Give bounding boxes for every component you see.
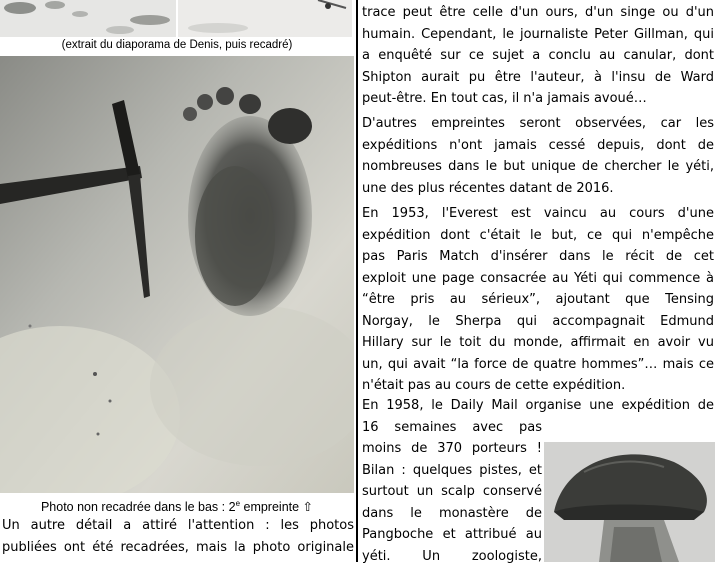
text-line: exploit une page consacrée au Yéti qui commence à — [362, 268, 714, 290]
text-line: Un autre détail a attiré l'attention : les photos — [2, 515, 354, 537]
text-line: expéditions n'ont jamais cessé depuis, dont de — [362, 135, 714, 157]
text-line: En 1953, l'Everest est vaincu au cours d'une — [362, 203, 714, 225]
caption-top: (extrait du diaporama de Denis, puis recadré) — [0, 37, 354, 53]
text-line: 16 semaines avec pas — [362, 417, 542, 439]
thumbnail-photo-2 — [178, 0, 352, 37]
text-line: dans le monastère de — [362, 503, 542, 525]
text-line: yéti. Un zoologiste, — [362, 546, 542, 567]
text-line: pas Paris Match d'insérer dans le récit de cet — [362, 246, 714, 268]
text-line: trace peut être celle d'un ours, d'un singe ou d'un — [362, 2, 714, 24]
caption-bottom-main: Photo non recadrée dans le bas : 2 — [41, 500, 236, 514]
text-line: surtout un scalp conservé — [362, 481, 542, 503]
text-line: D'autres empreintes seront observées, car les — [362, 113, 714, 135]
paragraph-1 — [362, 2, 714, 110]
text-line: En 1958, le Daily Mail organise une expédition de — [362, 395, 714, 417]
text-line: Pangboche et attribué au — [362, 524, 542, 546]
text-line: publiées ont été recadrées, mais la photo originale — [2, 537, 354, 559]
text-line: n'était pas au cours de cette expédition. — [362, 375, 714, 397]
column-divider — [356, 0, 358, 562]
scalp-photo — [544, 442, 715, 562]
caption-bottom-tail: empreinte ⇧ — [240, 500, 313, 514]
text-line: une des plus récentes datant de 2016. — [362, 178, 714, 200]
text-line: expédition dont c'était le but, ce qui n'empêche — [362, 225, 714, 247]
text-line: Norgay, le Sherpa qui accompagnait Edmund — [362, 311, 714, 333]
text-line: peut-être. En tout cas, il n'a jamais avoué… — [362, 88, 714, 110]
text-line: humain. Cependant, le journaliste Peter Gillman, qui — [362, 24, 714, 46]
caption-bottom-sup: e — [236, 499, 240, 508]
left-body-text — [2, 515, 354, 558]
text-line: nombreuses dans le but unique de chercher le yéti, — [362, 156, 714, 178]
text-line: “être pris au sérieux”, ajoutant que Tensing — [362, 289, 714, 311]
text-line: a enquêté sur ce sujet a conclu au canular, dont — [362, 45, 714, 67]
text-line: Hillary sur le toit du monde, affirmait en avoir vu — [362, 332, 714, 354]
paragraph-3 — [362, 203, 714, 397]
text-line: Bilan : quelques pistes, et — [362, 460, 542, 482]
caption-bottom — [0, 495, 354, 516]
text-line: un, qui avait “la force de quatre hommes”… mais ce — [362, 354, 714, 376]
paragraph-2 — [362, 113, 714, 199]
thumbnail-photo-1 — [0, 0, 176, 37]
text-line: moins de 370 porteurs ! — [362, 438, 542, 460]
text-line: Shipton aurait pu être l'auteur, à l'insu de Ward — [362, 67, 714, 89]
footprint-photo — [0, 56, 354, 493]
